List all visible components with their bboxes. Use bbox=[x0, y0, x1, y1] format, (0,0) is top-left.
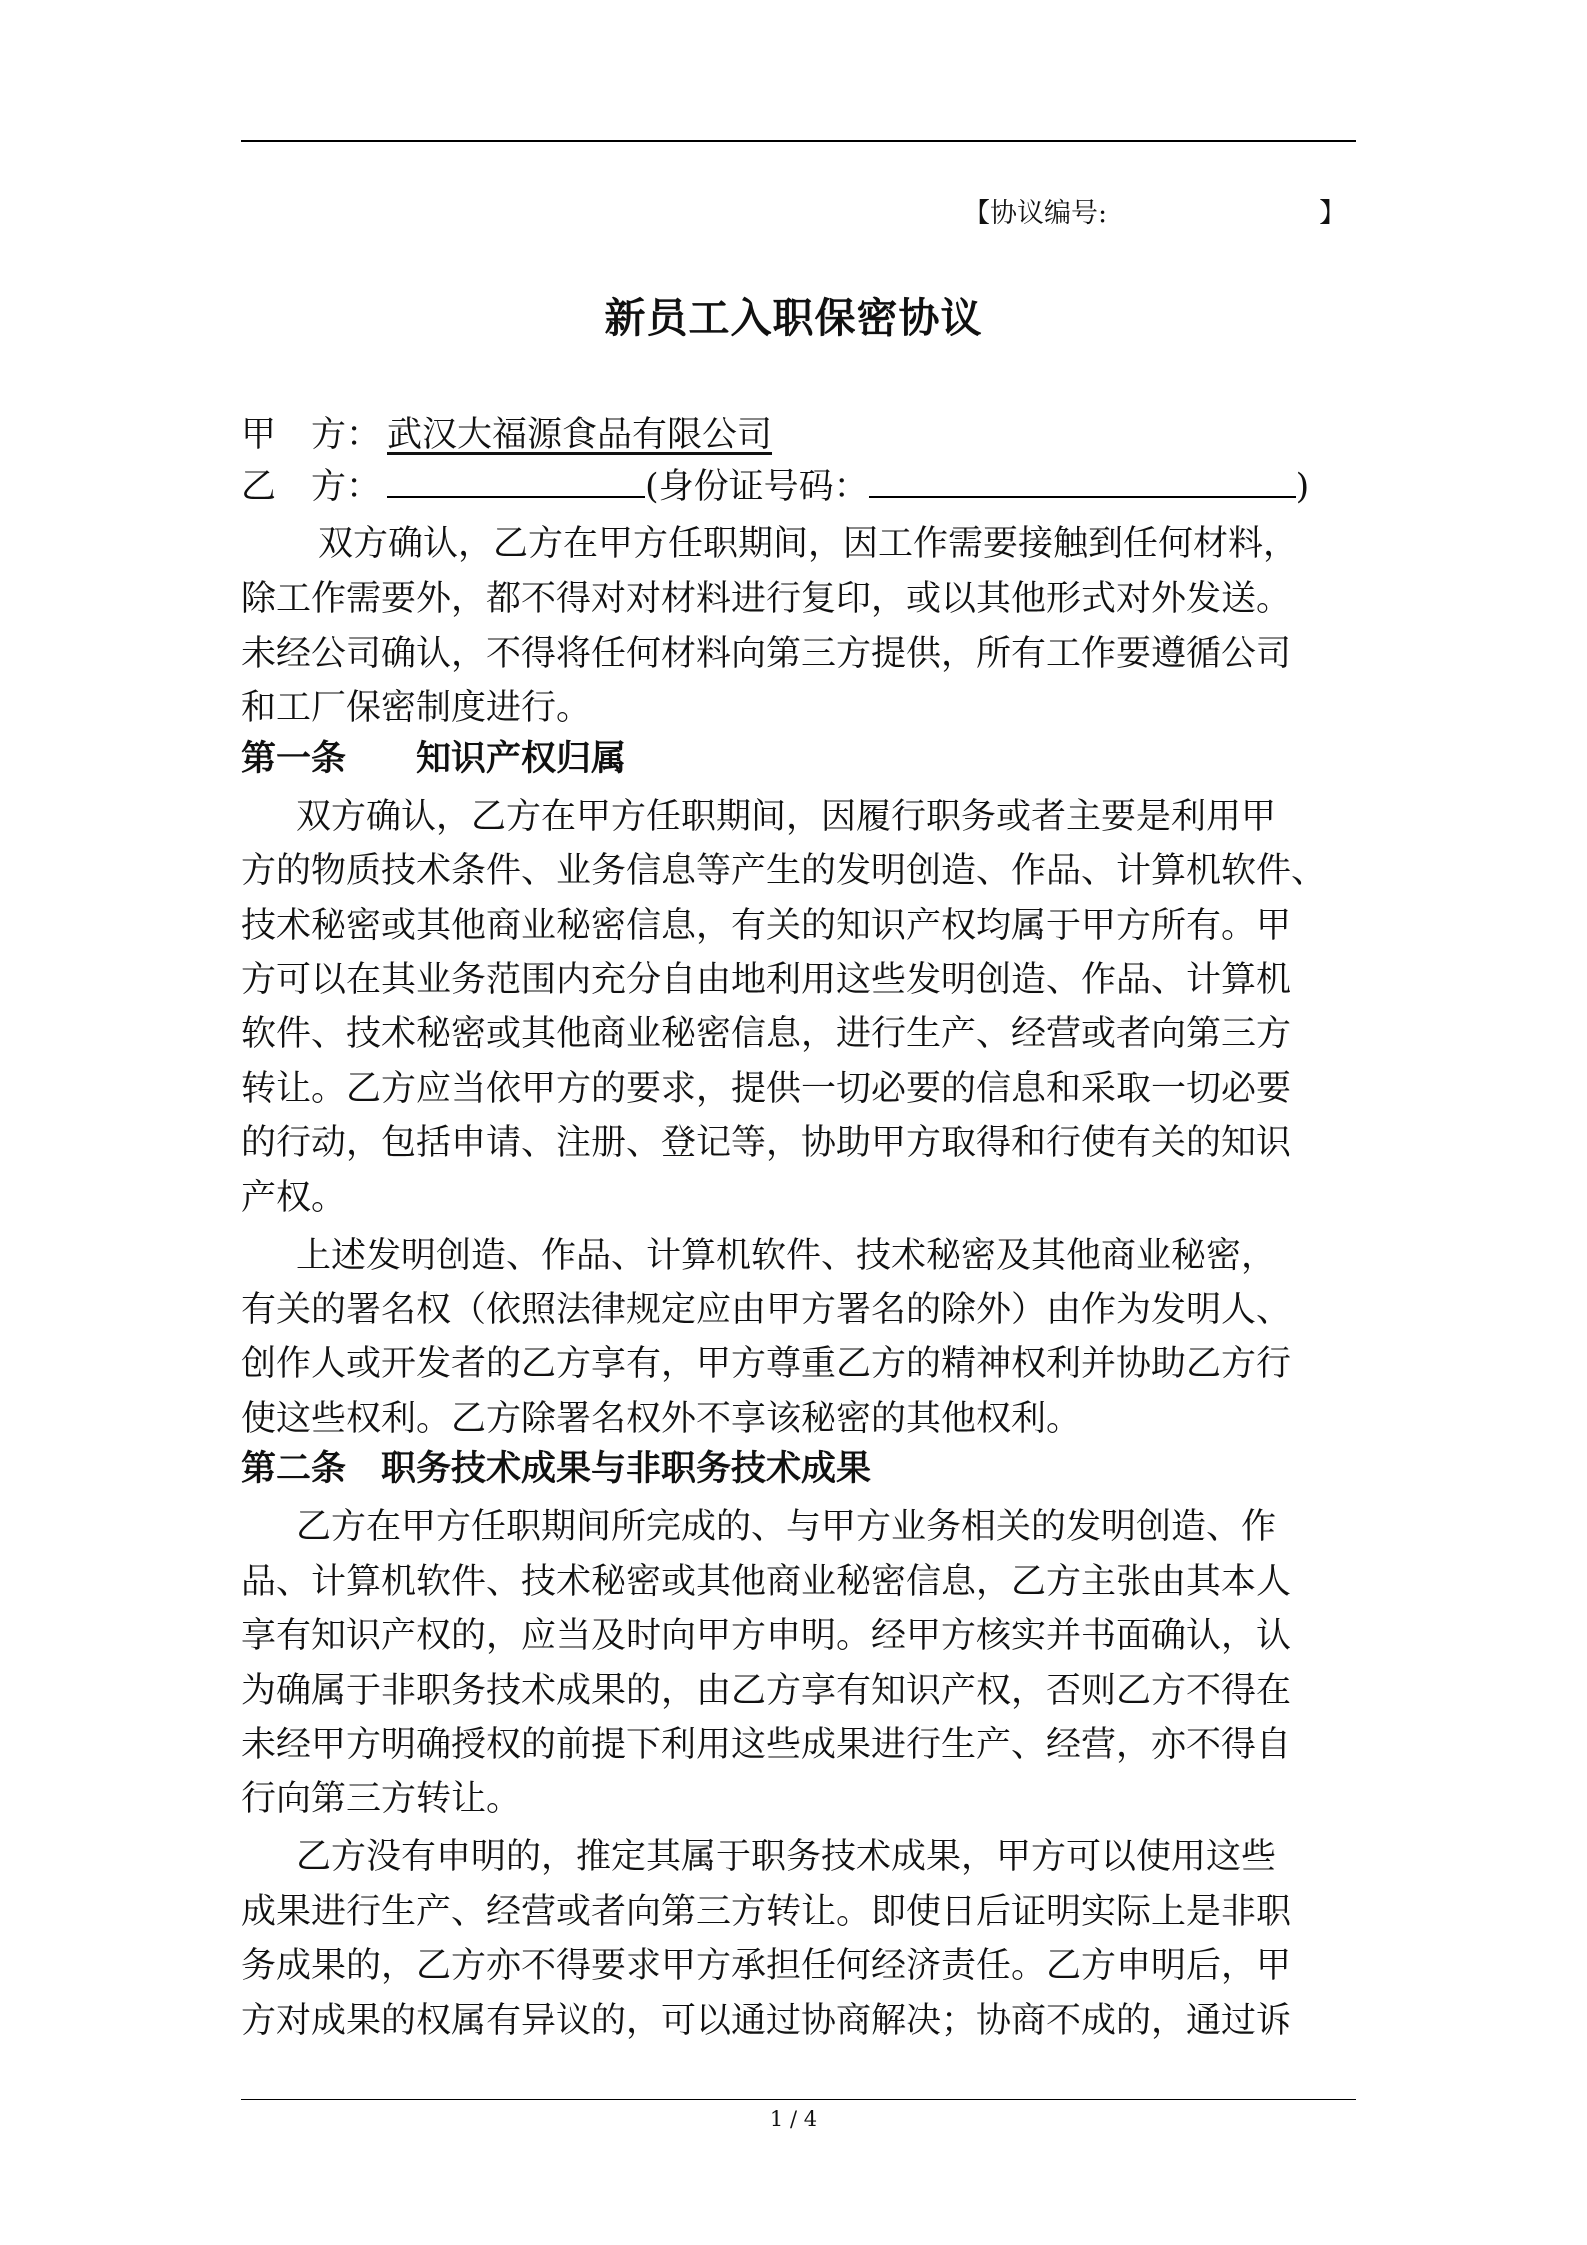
body-line: 品、计算机软件、技术秘密或其他商业秘密信息，乙方主张由其本人 bbox=[241, 1562, 1292, 1602]
page-number: 1 / 4 bbox=[769, 2107, 818, 2131]
body-line: 创作人或开发者的乙方享有，甲方尊重乙方的精神权利并协助乙方行 bbox=[241, 1344, 1292, 1384]
body-line: 享有知识产权的，应当及时向甲方申明。经甲方核实并书面确认，认 bbox=[241, 1616, 1292, 1656]
body-line: 为确属于非职务技术成果的，由乙方享有知识产权，否则乙方不得在 bbox=[241, 1671, 1292, 1711]
body-line: 乙方没有申明的，推定其属于职务技术成果，甲方可以使用这些 bbox=[296, 1837, 1277, 1877]
body-line: 除工作需要外，都不得对对材料进行复印，或以其他形式对外发送。 bbox=[241, 579, 1292, 619]
party-b-id-blank bbox=[869, 460, 1296, 498]
agreement-number-label: 【协议编号: bbox=[963, 198, 1108, 229]
body-line: 未经公司确认，不得将任何材料向第三方提供，所有工作要遵循公司 bbox=[241, 634, 1292, 674]
body-line: 未经甲方明确授权的前提下利用这些成果进行生产、经营，亦不得自 bbox=[241, 1725, 1292, 1765]
body-line: 的行动，包括申请、注册、登记等，协助甲方取得和行使有关的知识 bbox=[241, 1123, 1292, 1163]
body-line: 方对成果的权属有异议的，可以通过协商解决；协商不成的，通过诉 bbox=[241, 2001, 1292, 2041]
body-line: 转让。乙方应当依甲方的要求，提供一切必要的信息和采取一切必要 bbox=[241, 1069, 1292, 1109]
document-title: 新员工入职保密协议 bbox=[604, 294, 983, 342]
party-a-label: 甲 方： bbox=[241, 415, 382, 455]
body-line: 双方确认，乙方在甲方任职期间，因履行职务或者主要是利用甲 bbox=[296, 797, 1277, 837]
section-heading-2: 第二条 职务技术成果与非职务技术成果 bbox=[241, 1448, 872, 1489]
header-rule bbox=[241, 140, 1356, 142]
agreement-number bbox=[963, 194, 1346, 234]
party-a-line bbox=[241, 410, 1361, 460]
footer-rule bbox=[241, 2099, 1356, 2100]
body-line: 和工厂保密制度进行。 bbox=[241, 688, 592, 728]
body-line: 乙方在甲方任职期间所完成的、与甲方业务相关的发明创造、作 bbox=[296, 1507, 1277, 1547]
body-line: 产权。 bbox=[241, 1178, 347, 1218]
body-line: 技术秘密或其他商业秘密信息，有关的知识产权均属于甲方所有。甲 bbox=[241, 906, 1292, 946]
body-line: 务成果的，乙方亦不得要求甲方承担任何经济责任。乙方申明后，甲 bbox=[241, 1946, 1292, 1986]
body-line: 上述发明创造、作品、计算机软件、技术秘密及其他商业秘密， bbox=[296, 1236, 1277, 1276]
party-b-id-label: (身份证号码： bbox=[645, 467, 869, 507]
body-line: 方可以在其业务范围内充分自由地利用这些发明创造、作品、计算机 bbox=[241, 960, 1292, 1000]
party-a-value: 武汉大福源食品有限公司 bbox=[387, 415, 773, 455]
body-line: 双方确认，乙方在甲方任职期间，因工作需要接触到任何材料， bbox=[318, 524, 1299, 564]
party-b-line bbox=[241, 460, 1361, 512]
agreement-number-close: 】 bbox=[1319, 198, 1347, 229]
body-line: 有关的署名权（依照法律规定应由甲方署名的除外）由作为发明人、 bbox=[241, 1290, 1292, 1330]
body-line: 行向第三方转让。 bbox=[241, 1779, 522, 1819]
party-b-label: 乙 方： bbox=[241, 467, 382, 507]
body-line: 成果进行生产、经营或者向第三方转让。即使日后证明实际上是非职 bbox=[241, 1892, 1292, 1932]
body-line: 使这些权利。乙方除署名权外不享该秘密的其他权利。 bbox=[241, 1399, 1082, 1439]
section-heading-1: 第一条 知识产权归属 bbox=[241, 738, 627, 779]
body-line: 软件、技术秘密或其他商业秘密信息，进行生产、经营或者向第三方 bbox=[241, 1014, 1292, 1054]
body-line: 方的物质技术条件、业务信息等产生的发明创造、作品、计算机软件、 bbox=[241, 851, 1327, 891]
party-b-id-close: ) bbox=[1295, 467, 1310, 507]
party-b-name-blank bbox=[387, 460, 645, 498]
